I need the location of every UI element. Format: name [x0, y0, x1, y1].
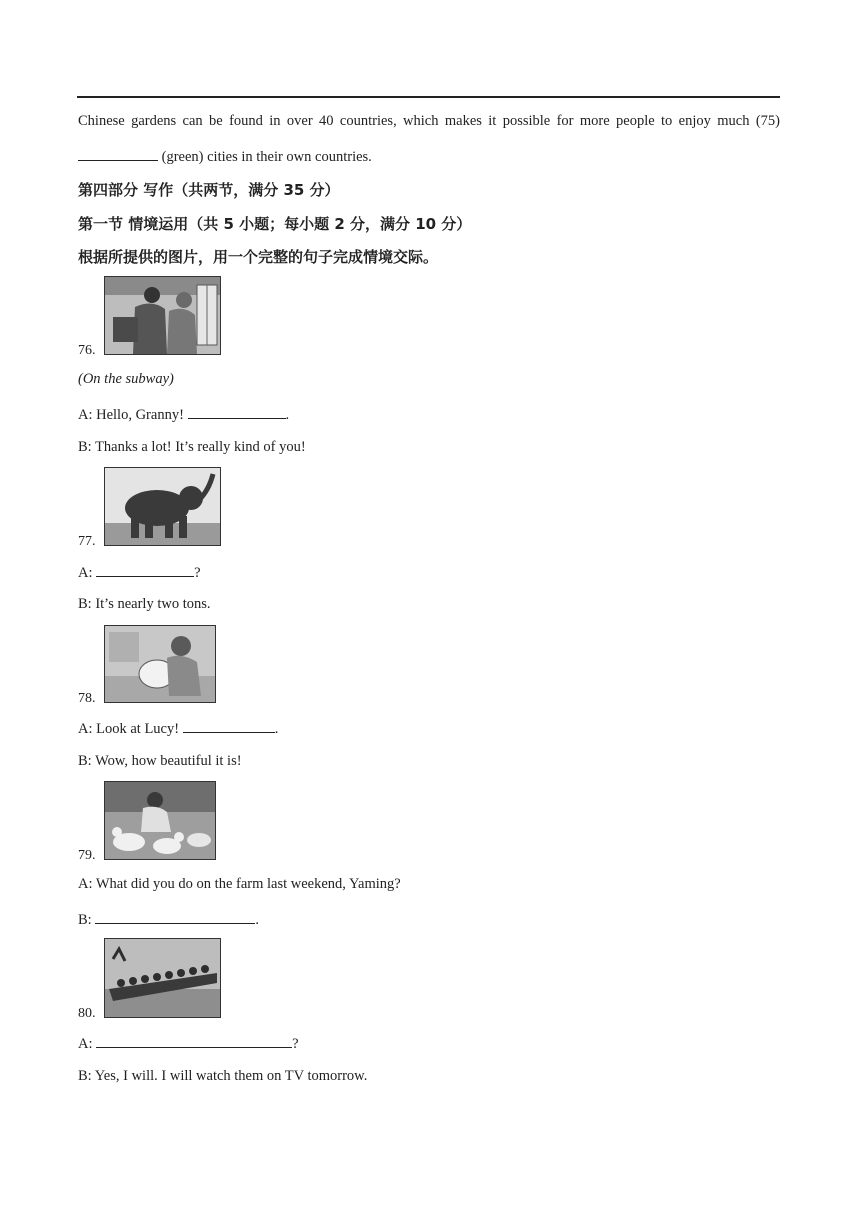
- elephant-illustration: [105, 468, 220, 545]
- q77-a-line: A: ?: [78, 565, 201, 581]
- farm-ducks-photo: [104, 781, 216, 860]
- q79-b-line: B: .: [78, 912, 259, 928]
- answer-blank-80[interactable]: [96, 1034, 292, 1048]
- subway-photo: [104, 276, 221, 355]
- q78-b-line: B: Wow, how beautiful it is!: [78, 753, 242, 769]
- girl-painting-illustration: [105, 626, 215, 702]
- passage-line-2: [78, 147, 372, 166]
- question-number-78: 78.: [78, 691, 96, 706]
- q80-b-line: B: Yes, I will. I will watch them on TV tomorrow.: [78, 1068, 368, 1084]
- top-rule: [77, 96, 780, 98]
- answer-blank-77[interactable]: [96, 563, 194, 577]
- answer-blank-76[interactable]: [188, 405, 286, 419]
- sub-heading: 第一节 情境运用（共 5 小题；每小题 2 分，满分 10 分）: [78, 215, 472, 233]
- dragon-boat-photo: [104, 938, 221, 1018]
- subway-illustration: [105, 277, 220, 354]
- q76-a-line: A: Hello, Granny! .: [78, 407, 290, 423]
- girl-painting-photo: [104, 625, 216, 703]
- answer-blank-78[interactable]: [183, 719, 275, 733]
- answer-blank-79[interactable]: [95, 910, 255, 924]
- q76-b-line: B: Thanks a lot! It’s really kind of you!: [78, 439, 306, 455]
- passage-text: Chinese gardens can be found in over 40 countries, which makes it possible for more people to enjoy much (75): [78, 113, 780, 129]
- answer-blank-75[interactable]: [78, 147, 158, 161]
- question-number-80: 80.: [78, 1006, 96, 1021]
- q77-b-line: B: It’s nearly two tons.: [78, 596, 211, 612]
- q76-context: (On the subway): [78, 371, 174, 387]
- q78-a-line: A: Look at Lucy! .: [78, 721, 279, 737]
- dragon-boat-illustration: [105, 939, 220, 1017]
- passage-hint: (green) cities in their own countries.: [161, 149, 372, 165]
- question-number-76: 76.: [78, 343, 96, 358]
- elephant-photo: [104, 467, 221, 546]
- part-heading: 第四部分 写作（共两节，满分 35 分）: [78, 181, 340, 199]
- instruction: 根据所提供的图片，用一个完整的句子完成情境交际。: [78, 248, 439, 266]
- farm-ducks-illustration: [105, 782, 215, 859]
- passage-line-1: [78, 113, 780, 130]
- question-number-79: 79.: [78, 848, 96, 863]
- q80-a-line: A: ?: [78, 1036, 299, 1052]
- question-number-77: 77.: [78, 534, 96, 549]
- q79-a-line: A: What did you do on the farm last weekend, Yaming?: [78, 876, 401, 892]
